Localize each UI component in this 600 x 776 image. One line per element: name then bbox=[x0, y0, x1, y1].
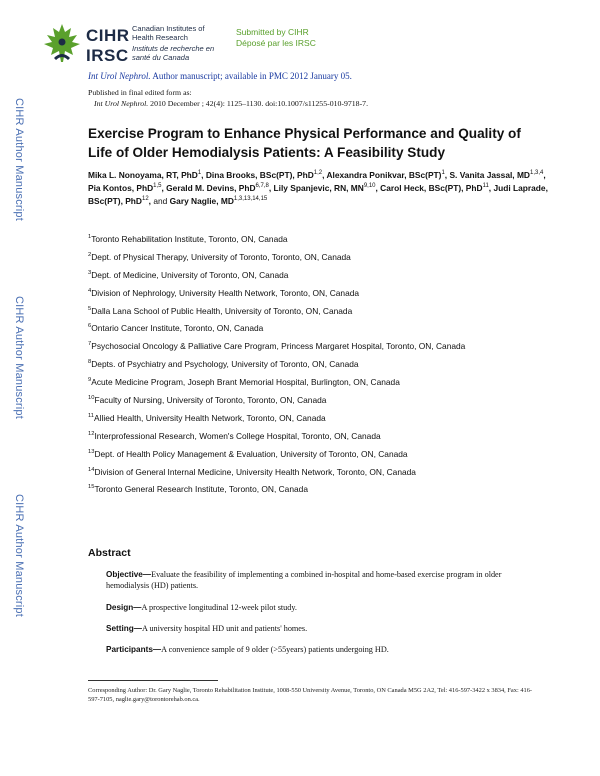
author-conjunction: and bbox=[153, 196, 170, 206]
author-sup: 1 bbox=[197, 170, 202, 177]
affiliation-list bbox=[88, 234, 548, 502]
maple-leaf-logo-icon bbox=[40, 22, 84, 66]
affiliation-item: $^8$Depts. of Psychiatry and Psychology, University of Toronto, ON, Canada bbox=[88, 359, 359, 370]
pubinfo-journal: Int Urol Nephrol. bbox=[94, 99, 149, 108]
author-sup: 1,3,13,14,15 bbox=[233, 196, 268, 203]
affiliation-item: $^1$Toronto Rehabilitation Institute, Toronto, ON, Canada bbox=[88, 234, 288, 244]
publication-info bbox=[88, 87, 368, 109]
abstract-design bbox=[106, 602, 536, 613]
author-sup: 1,3,4 bbox=[529, 170, 544, 177]
affiliation-item: $^6$Ontario Cancer Institute, Toronto, ON, Canada bbox=[88, 323, 264, 334]
affiliation-item: $^{15}$Toronto General Research Institute, Toronto, ON, Canada bbox=[88, 484, 308, 495]
author-name: Judi Laprade, BSc(PT), PhD bbox=[88, 183, 548, 206]
footnote-divider bbox=[88, 680, 218, 681]
author-name: S. Vanita Jassal, MD bbox=[449, 170, 530, 180]
abstract-heading: Abstract bbox=[88, 547, 131, 559]
article-title: Exercise Program to Enhance Physical Performance and Quality of Life of Older Hemodialysis Patients: A Feasibility Study bbox=[88, 126, 521, 160]
logo-irsc-text: IRSC bbox=[86, 46, 129, 65]
manuscript-banner[interactable] bbox=[88, 71, 352, 81]
author-name: Gary Naglie, MD bbox=[169, 196, 234, 206]
abstract-section-label: Participants— bbox=[106, 645, 162, 654]
abstract-section-label: Objective— bbox=[106, 570, 152, 579]
author-sup: 11 bbox=[482, 183, 489, 190]
affiliation-item: $^{13}$Dept. of Health Policy Management & Evaluation, University of Toronto, ON, Canada bbox=[88, 448, 408, 459]
author-name: Dina Brooks, BSc(PT), PhD bbox=[205, 170, 314, 180]
abstract-section-label: Design— bbox=[106, 603, 142, 612]
abstract-participants bbox=[106, 644, 536, 655]
affiliation-item: $^5$Dalla Lana School of Public Health, University of Toronto, ON, Canada bbox=[88, 305, 353, 316]
affiliation-item: $^7$Psychosocial Oncology & Palliative Care Program, Princess Margaret Hospital, Toronto, ON, Canada bbox=[88, 341, 466, 352]
author-name: Mika L. Nonoyama, RT, PhD bbox=[88, 170, 198, 180]
affiliation-item: $^2$Dept. of Physical Therapy, University of Toronto, Toronto, ON, Canada bbox=[88, 251, 351, 262]
logo-french-name: Instituts de recherche en santé du Canada bbox=[132, 44, 215, 62]
author-name: Carol Heck, BSc(PT), PhD bbox=[380, 183, 483, 193]
submitted-english: Submitted by CIHR bbox=[236, 27, 309, 37]
author-sup: 9,10 bbox=[363, 183, 376, 190]
affiliation-item: $^{10}$Faculty of Nursing, University of Toronto, Toronto, ON, Canada bbox=[88, 395, 327, 406]
abstract-objective bbox=[106, 569, 536, 591]
affiliation-item: $^{14}$Division of General Internal Medicine, University Health Network, Toronto, ON, Canada bbox=[88, 466, 416, 477]
affiliation-item: $^3$Dept. of Medicine, University of Toronto, ON, Canada bbox=[88, 269, 289, 280]
banner-journal: Int Urol Nephrol. bbox=[88, 71, 151, 81]
author-name: Lily Spanjevic, RN, MN bbox=[273, 183, 364, 193]
pubinfo-line1: Published in final edited form as: bbox=[88, 88, 192, 97]
pubinfo-citation bbox=[88, 98, 368, 109]
author-name: Alexandra Ponikvar, BSc(PT) bbox=[326, 170, 442, 180]
affiliation-item: $^4$Division of Nephrology, University Health Network, Toronto, ON, Canada bbox=[88, 287, 360, 298]
abstract-section-label: Setting— bbox=[106, 624, 142, 633]
author-sup: 12 bbox=[141, 196, 149, 203]
affiliation-item: $^{11}$Allied Health, University Health Network, Toronto, ON, Canada bbox=[88, 412, 326, 423]
banner-text: Author manuscript; available in PMC 2012 January 05. bbox=[152, 71, 352, 81]
submitted-by-notice bbox=[236, 27, 316, 49]
cihr-logo bbox=[40, 22, 230, 70]
author-sup: 1 bbox=[441, 170, 445, 177]
author-list: Mika L. Nonoyama, RT, PhD$^1$, Dina Brooks, BSc(PT), PhD$^{1,2}$, Alexandra Ponikvar, BSc(PT)$^1$, S. Vanita Jassal, MD$^{1,3,4}$, Pia Kontos, PhD$^{1,5}$, Gerald M. Devins, PhD$^{6,7,8}$, Lily Spanjevic, RN, MN$^{9,10}$, Carol Heck, BSc(PT), PhD$^{11}$, Judi Laprade, BSc(PT), PhD$^{12}$, and Gary Naglie, MD$^{1,3,13,14,15}$ bbox=[88, 170, 548, 206]
logo-cihr-text: CIHR bbox=[86, 26, 130, 45]
abstract-section-text: Evaluate the feasibility of implementing a combined in-hospital and home-based exercise program in older hemodialysis (HD) patients. bbox=[106, 570, 502, 590]
logo-english-name: Canadian Institutes of Health Research bbox=[132, 24, 205, 42]
affiliation-item: $^{12}$Interprofessional Research, Women's College Hospital, Toronto, ON, Canada bbox=[88, 430, 381, 441]
author-sup: 1,5 bbox=[153, 183, 162, 190]
author-sup: 6,7,8 bbox=[255, 183, 269, 190]
abstract-setting bbox=[106, 623, 536, 634]
abstract-section-text: A convenience sample of 9 older (>55years) patients undergoing HD. bbox=[161, 645, 389, 654]
abstract-section-text: A prospective longitudinal 12-week pilot study. bbox=[141, 603, 297, 612]
submitted-french: Déposé par les IRSC bbox=[236, 38, 316, 48]
pubinfo-citation-text: 2010 December ; 42(4): 1125–1130. doi:10.1007/s11255-010-9718-7. bbox=[150, 99, 369, 108]
author-name: Gerald M. Devins, PhD bbox=[166, 183, 256, 193]
corresponding-author-footnote: Corresponding Author: Dr. Gary Naglie, Toronto Rehabilitation Institute, 1008-550 University Avenue, Toronto, ON Canada M5G 2A2, Tel: 416-597-3422 x 3834, Fax: 416-597-7105, naglie.gary@torontorehab.on.ca. bbox=[88, 687, 533, 703]
author-name: Pia Kontos, PhD bbox=[88, 183, 154, 193]
affiliation-item: $^9$Acute Medicine Program, Joseph Brant Memorial Hospital, Burlington, ON, Canada bbox=[88, 377, 400, 388]
author-sup: 1,2 bbox=[313, 170, 323, 177]
abstract-section-text: A university hospital HD unit and patients' homes. bbox=[141, 624, 308, 633]
